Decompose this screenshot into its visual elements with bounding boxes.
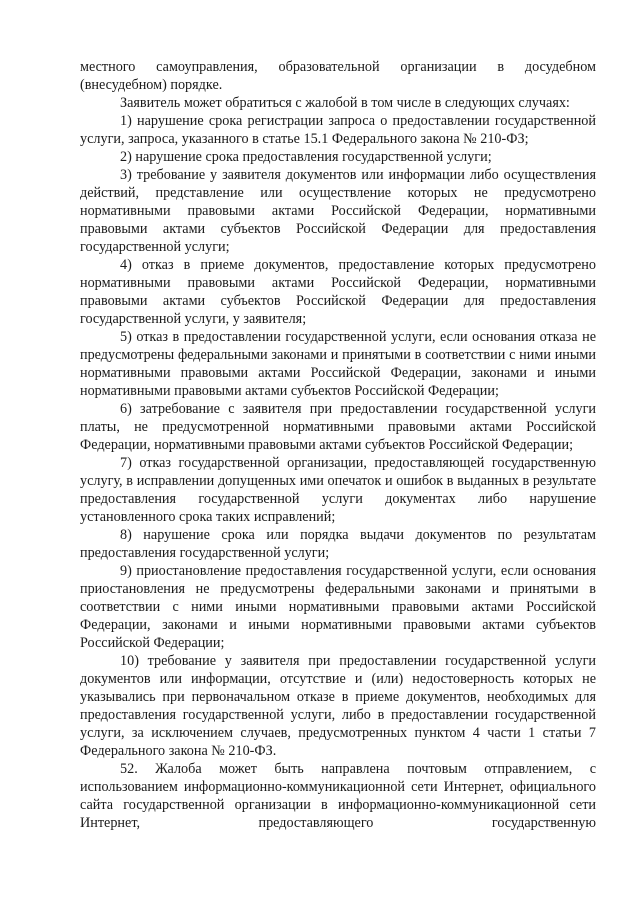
paragraph: 4) отказ в приеме документов, предоставление которых предусмотрено нормативными правовыми актами Российской Федерации, нормативными правовыми актами субъектов Российской Федерации для предоставления государственной услуги, у заявителя; (80, 257, 596, 327)
paragraph: 1) нарушение срока регистрации запроса о предоставлении государственной услуги, запроса, указанного в статье 15.1 Федерального закона № 210-ФЗ; (80, 113, 596, 147)
paragraph: 3) требование у заявителя документов или информации либо осуществления действий, представление или осуществление которых не предусмотрено нормативными правовыми актами Российской Федерации, нормативными правовыми актами субъектов Российской Федерации для предоставления государственной услуги; (80, 167, 596, 255)
paragraph: 10) требование у заявителя при предоставлении государственной услуги документов или информации, отсутствие и (или) недостоверность которых не указывались при первоначальном отказе в приеме документов, необходимых для предоставления государственной услуги, либо в предоставлении государственной услуги, за исключением случаев, предусмотренных пунктом 4 части 1 статьи 7 Федерального закона № 210-ФЗ. (80, 653, 596, 759)
paragraph: 9) приостановление предоставления государственной услуги, если основания приостановления не предусмотрены федеральными законами и принятыми в соответствии с ними иными нормативными правовыми актами Российской Федерации, законами и иными нормативными правовыми актами субъектов Российской Федерации; (80, 563, 596, 651)
paragraph: 5) отказ в предоставлении государственной услуги, если основания отказа не предусмотрены федеральными законами и принятыми в соответствии с ними иными нормативными правовыми актами Российской Федерации, законами и иными нормативными правовыми актами субъектов Российской Федерации; (80, 329, 596, 399)
paragraph: местного самоуправления, образовательной организации в досудебном (внесудебном) порядке. (80, 59, 596, 93)
paragraph: 6) затребование с заявителя при предоставлении государственной услуги платы, не предусмотренной нормативными правовыми актами Российской Федерации, нормативными правовыми актами субъектов Российской Федерации; (80, 401, 596, 453)
paragraph: 8) нарушение срока или порядка выдачи документов по результатам предоставления государственной услуги; (80, 527, 596, 561)
document-page (80, 58, 596, 832)
paragraph: 7) отказ государственной организации, предоставляющей государственную услугу, в исправлении допущенных ими опечаток и ошибок в выданных в результате предоставления государственной услуги документах либо нарушение установленного срока таких исправлений; (80, 455, 596, 525)
paragraph: 2) нарушение срока предоставления государственной услуги; (120, 149, 492, 165)
paragraph: Заявитель может обратиться с жалобой в том числе в следующих случаях: (120, 95, 570, 111)
paragraph: 52. Жалоба может быть направлена почтовым отправлением, с использованием информационно-коммуникационной сети Интернет, официального сайта государственной организации в информационно-коммуникационной сети Интернет, предоставляющего государственную (80, 761, 596, 831)
